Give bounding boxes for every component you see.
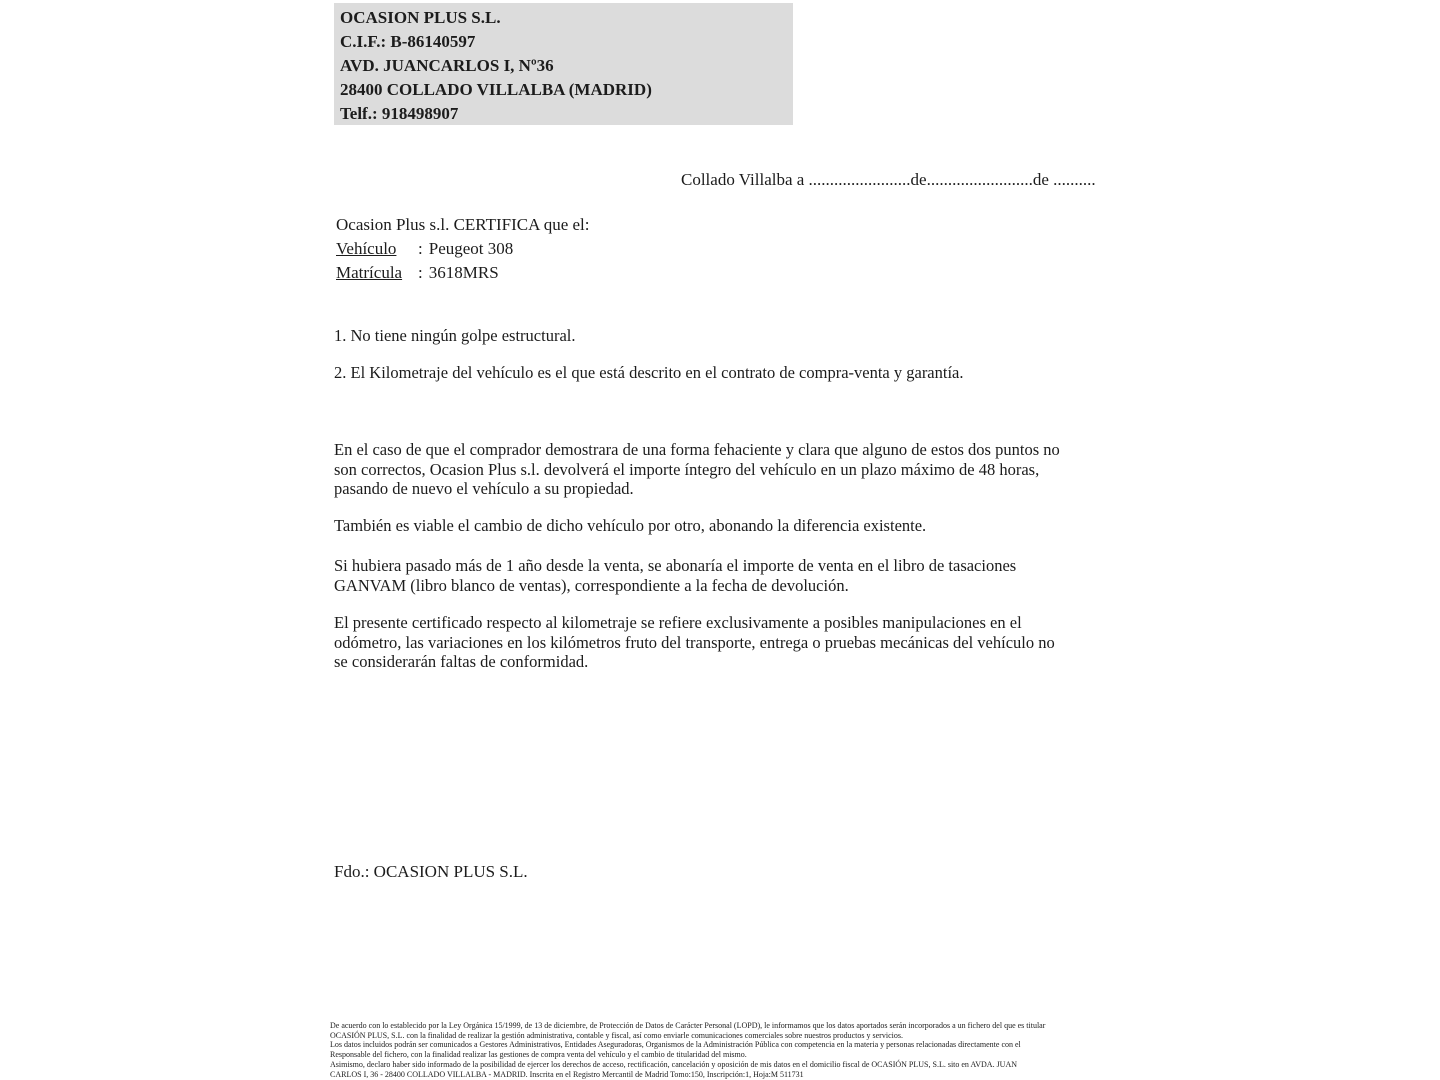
- letterhead-box: [334, 3, 793, 125]
- letterhead-cif: C.I.F.: B-86140597: [340, 32, 476, 51]
- legal-footer: De acuerdo con lo establecido por la Ley Orgánica 15/1999, de 13 de diciembre, de Protección de Datos de Carácter Personal (LOPD), le informamos que los datos aportados serán incorporados a un fichero del que es titular OCASIÓN PLUS, S.L. con la finalidad de realizar la gestión administrativa, contable y fiscal, así como enviarle comunicaciones comerciales sobre nuestros productos y servicios. Los datos incluidos podrán ser comunicados a Gestores Administrativos, Entidades Aseguradoras, Organismos de la Administración Pública con competencia en la materia y personas relacionadas directamente con el Responsable del fichero, con la finalidad realizar las gestiones de compra venta del vehículo y el cambio de titularidad del mismo. Asimismo, declaro haber sido informado de la posibilidad de ejercer los derechos de acceso, rectificación, cancelación y oposición de mis datos en el domicilio fiscal de OCASIÓN PLUS, S.L. sito en AVDA. JUAN CARLOS I, 36 - 28400 COLLADO VILLALBA - MADRID. Inscrita en el Registro Mercantil de Madrid Tomo:150, Inscripción:1, Hoja:M 511731: [330, 1021, 1046, 1079]
- letterhead-company-name: OCASION PLUS S.L.: [340, 8, 501, 27]
- certification-block: [336, 213, 590, 285]
- letterhead-address: AVD. JUANCARLOS I, Nº36: [340, 56, 554, 75]
- plate-field-row: [336, 261, 590, 285]
- signature-line: Fdo.: OCASION PLUS S.L.: [334, 862, 528, 881]
- letterhead-phone: Telf.: 918498907: [340, 104, 459, 123]
- paragraph-ganvam-valuation: Si hubiera pasado más de 1 año desde la venta, se abonaría el importe de venta en el libro de tasaciones GANVAM (libro blanco de ventas), correspondiente a la fecha de devolución.: [334, 556, 1017, 595]
- date-line: Collado Villalba a ........................de.........................de ..........: [681, 170, 1096, 189]
- clause-mileage: 2. El Kilometraje del vehículo es el que está descrito en el contrato de compra-venta y garantía.: [334, 363, 964, 382]
- vehicle-field-separator: :: [418, 239, 423, 258]
- vehicle-field-value: Peugeot 308: [428, 239, 514, 258]
- plate-field-separator: :: [418, 263, 423, 282]
- clause-structural-damage: 1. No tiene ningún golpe estructural.: [334, 326, 576, 345]
- paragraph-exchange-option: También es viable el cambio de dicho vehículo por otro, abonando la diferencia existente.: [334, 516, 927, 535]
- letterhead-city: 28400 COLLADO VILLALBA (MADRID): [340, 80, 652, 99]
- vehicle-field-label: Vehículo: [336, 239, 397, 258]
- paragraph-refund-policy: En el caso de que el comprador demostrara de una forma fehaciente y clara que alguno de estos dos puntos no son correctos, Ocasion Plus s.l. devolverá el importe íntegro del vehículo en un plazo máximo de 48 horas, pasando de nuevo el vehículo a su propiedad.: [334, 440, 1060, 499]
- paragraph-odometer-disclaimer: El presente certificado respecto al kilometraje se refiere exclusivamente a posibles manipulaciones en el odómetro, las variaciones en los kilómetros fruto del transporte, entrega o pruebas mecánicas del vehículo no se considerarán faltas de conformidad.: [334, 613, 1055, 672]
- vehicle-field-row: [336, 237, 590, 261]
- plate-field-label: Matrícula: [336, 263, 403, 282]
- certification-intro: Ocasion Plus s.l. CERTIFICA que el:: [336, 215, 590, 234]
- plate-field-value: 3618MRS: [428, 263, 499, 282]
